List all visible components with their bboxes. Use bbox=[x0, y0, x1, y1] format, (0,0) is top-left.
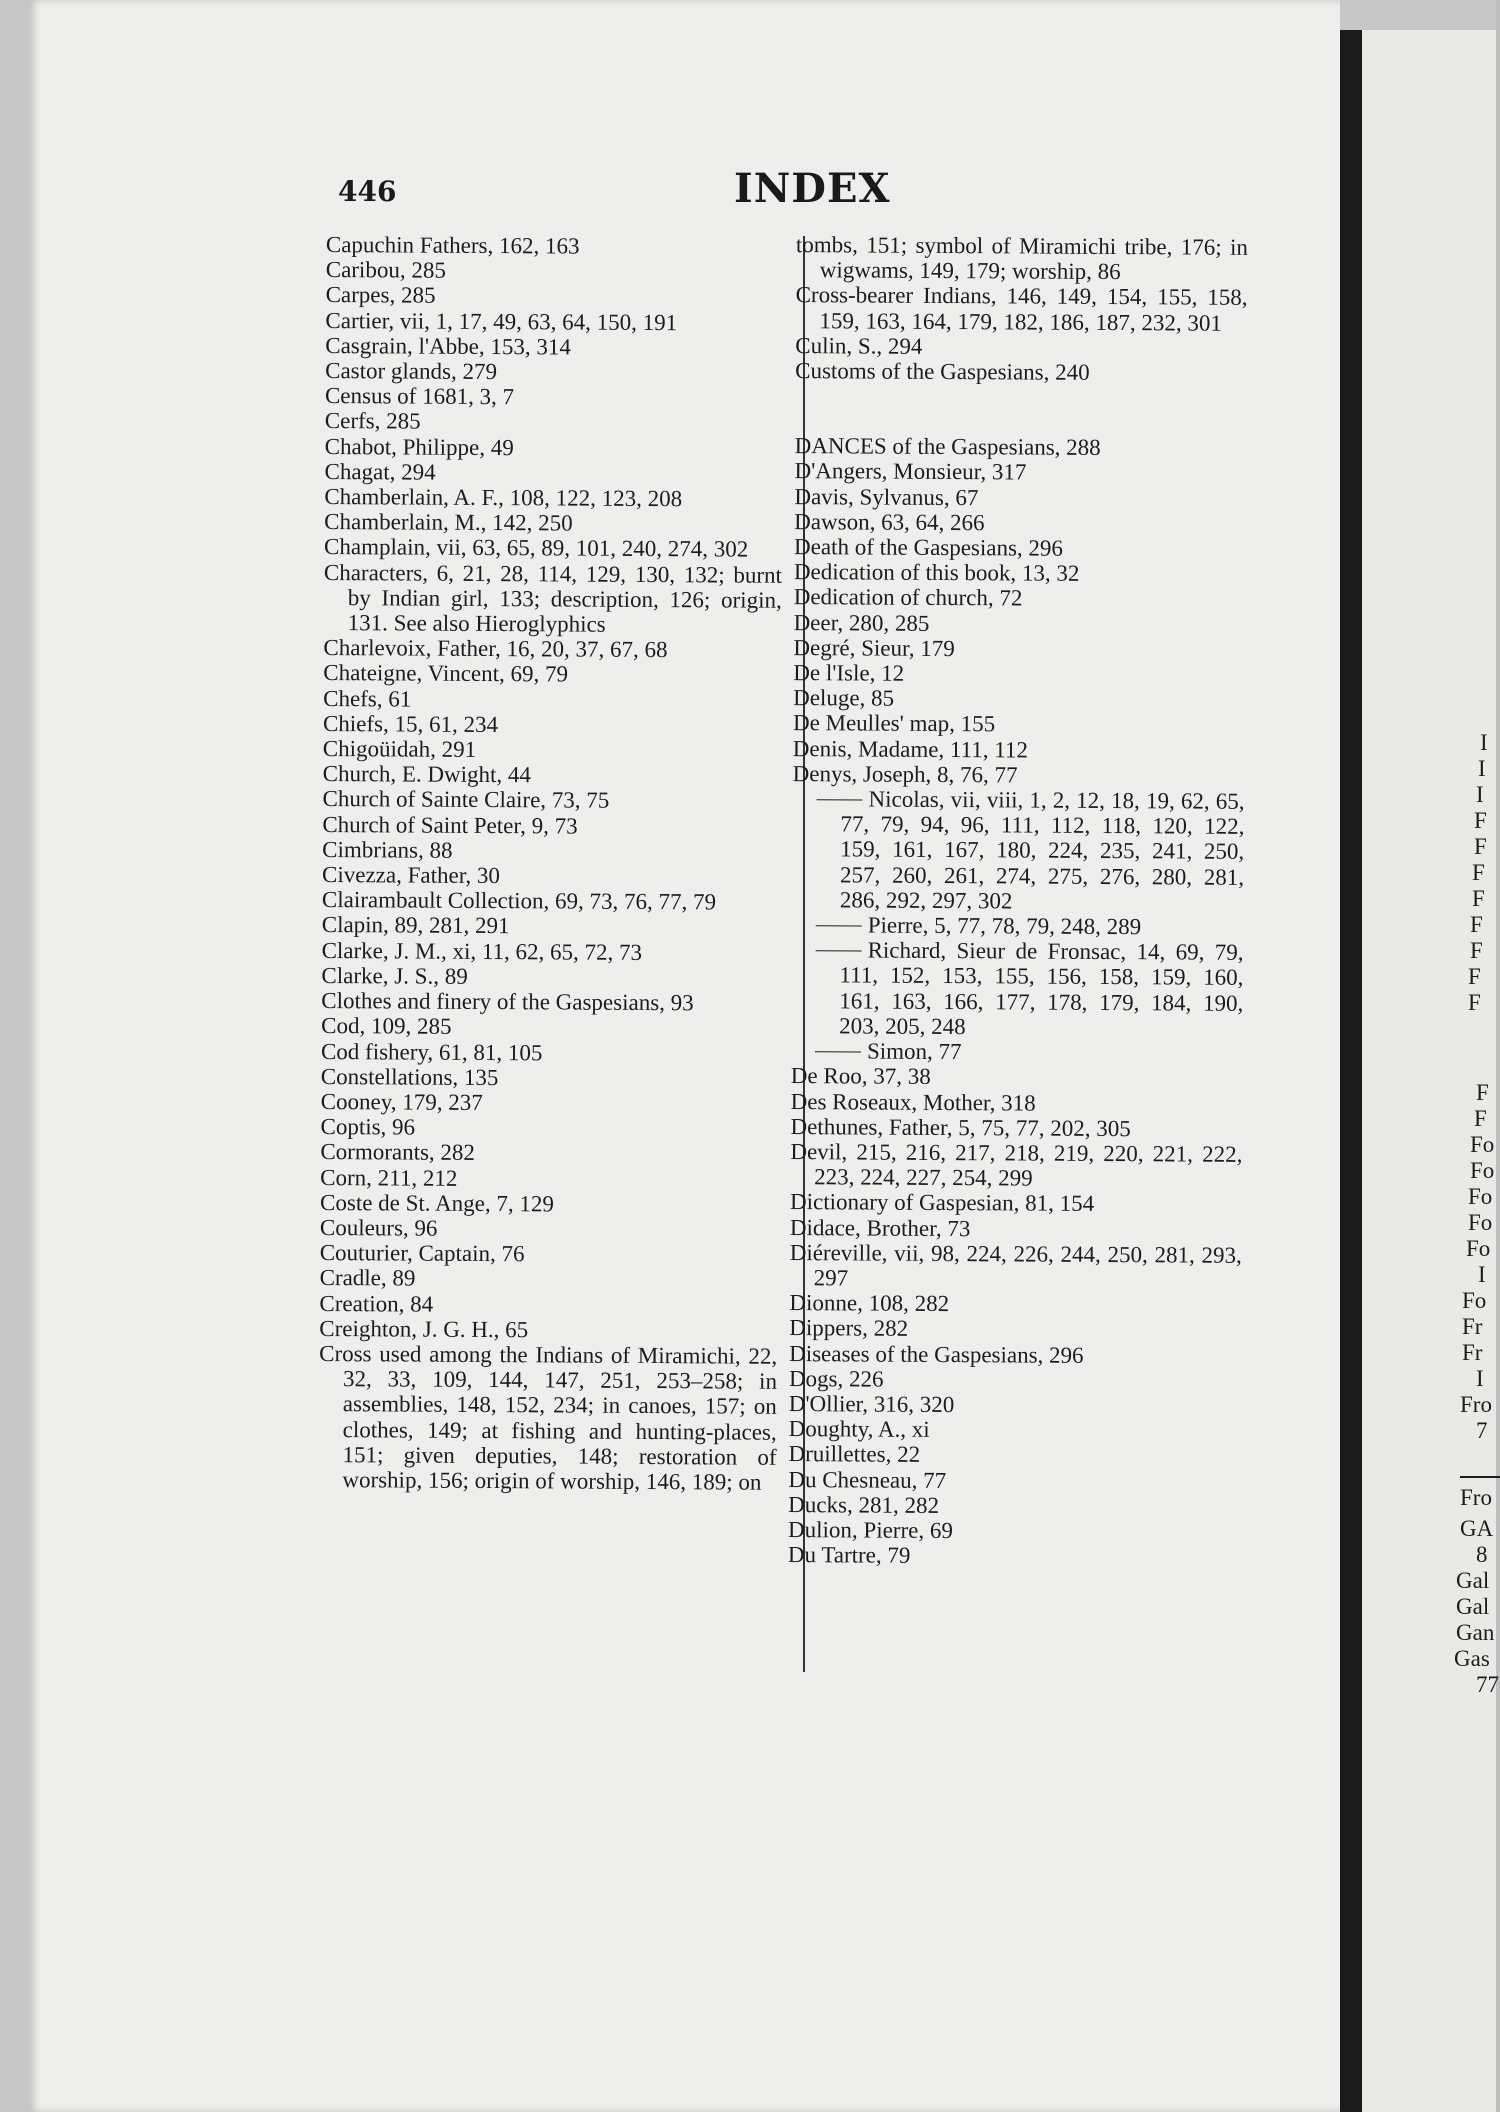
index-entry: Caribou, 285 bbox=[325, 257, 446, 283]
book-gutter bbox=[1340, 30, 1362, 2112]
ditto-dash bbox=[816, 925, 862, 926]
facing-page-fragment bbox=[1362, 30, 1499, 2112]
index-entry: Cradle, 89 bbox=[319, 1265, 416, 1291]
index-entry: Dedication of church, 72 bbox=[793, 584, 1023, 611]
facing-page-text-fragment: I bbox=[1480, 730, 1488, 755]
facing-page-text-fragment: Fr bbox=[1462, 1314, 1483, 1339]
facing-page-text-fragment: Gal bbox=[1456, 1568, 1490, 1593]
index-entry: Chabot, Philippe, 49 bbox=[324, 433, 514, 460]
index-entry: Diseases of the Gaspesians, 296 bbox=[789, 1340, 1084, 1368]
index-entry: Deer, 280, 285 bbox=[793, 609, 930, 636]
index-subentry-text: Nicolas, vii, viii, 1, 2, 12, 18, 19, 62, 65, 77, 79, 94, 96, 111, 112, 118, 120, 122, 159, 161, 167, 180, 224, 235, 241, 250, 257, 260, 261, 274, 275, 276, 280, 281, 286, 292, 297, 302 bbox=[839, 786, 1245, 914]
facing-page-text-fragment: F bbox=[1468, 990, 1481, 1015]
index-entry: Clarke, J. S., 89 bbox=[321, 962, 468, 989]
facing-page-text-fragment: F bbox=[1474, 834, 1487, 859]
index-subentry-text: Simon, 77 bbox=[866, 1038, 962, 1065]
index-entry: Census of 1681, 3, 7 bbox=[324, 383, 515, 410]
facing-page-text-fragment: F bbox=[1470, 912, 1483, 937]
index-entry: Cross used among the Indians of Miramichi, 22, 32, 33, 109, 144, 147, 251, 253–258; in assemblies, 148, 152, 234; in canoes, 157; on clothes, 149; at fishing and hunting-places, 151; given deputies, 148; restoration of worship, 156; origin of worship, 146, 189; on bbox=[319, 1340, 778, 1495]
index-entry: Dictionary of Gaspesian, 81, 154 bbox=[789, 1189, 1095, 1217]
index-entry: Church of Sainte Claire, 73, 75 bbox=[322, 786, 610, 814]
index-entry: Dulion, Pierre, 69 bbox=[787, 1517, 953, 1544]
facing-page-text-fragment: F bbox=[1470, 938, 1483, 963]
facing-page-text-fragment: I bbox=[1476, 1366, 1484, 1391]
index-entry: Cod, 109, 285 bbox=[321, 1013, 452, 1040]
index-subentry-text: Richard, Sieur de Fronsac, 14, 69, 79, 111, 152, 153, 155, 156, 158, 159, 160, 161, 163, 166, 177, 178, 179, 184, 190, 203, 205, 248 bbox=[839, 937, 1244, 1040]
index-entry: Cod fishery, 61, 81, 105 bbox=[320, 1038, 543, 1065]
index-entry: Culin, S., 294 bbox=[795, 332, 923, 359]
index-entry: De Meulles' map, 155 bbox=[792, 710, 996, 737]
index-entry: Church, E. Dwight, 44 bbox=[322, 761, 532, 788]
running-title: INDEX bbox=[734, 165, 891, 212]
index-entry: Cartier, vii, 1, 17, 49, 63, 64, 150, 191 bbox=[325, 307, 678, 335]
facing-page-text-fragment: Gas bbox=[1454, 1646, 1490, 1671]
facing-page-text-fragment: 8 bbox=[1476, 1542, 1488, 1567]
index-entry: Doughty, A., xi bbox=[788, 1416, 930, 1443]
index-entry: Dippers, 282 bbox=[789, 1315, 909, 1342]
index-entry: Diéreville, vii, 98, 224, 226, 244, 250, 281, 293, 297 bbox=[789, 1239, 1242, 1291]
index-entry: Customs of the Gaspesians, 240 bbox=[795, 358, 1090, 385]
index-entry: Devil, 215, 216, 217, 218, 219, 220, 221, 222, 223, 224, 227, 254, 299 bbox=[790, 1138, 1243, 1191]
facing-page-text-fragment: F bbox=[1472, 860, 1485, 885]
facing-page-text-fragment: Fr bbox=[1462, 1340, 1483, 1365]
facing-page-text-fragment: F bbox=[1476, 1080, 1489, 1105]
index-entry: Capuchin Fathers, 162, 163 bbox=[325, 232, 580, 259]
index-entry: Druillettes, 22 bbox=[788, 1441, 921, 1468]
index-entry: Characters, 6, 21, 28, 114, 129, 130, 132; burnt by Indian girl, 133; description, 126; origin, 131. See also Hieroglyphics bbox=[323, 559, 782, 637]
index-entry: Degré, Sieur, 179 bbox=[793, 634, 955, 661]
index-entry: Deluge, 85 bbox=[793, 685, 895, 711]
index-entry: Creation, 84 bbox=[319, 1290, 434, 1317]
index-subentry bbox=[792, 912, 1244, 940]
index-entry: Dedication of this book, 13, 32 bbox=[793, 559, 1080, 587]
index-subentry bbox=[791, 1038, 1243, 1066]
facing-page-text-fragment: GA bbox=[1460, 1516, 1494, 1541]
index-entry: D'Angers, Monsieur, 317 bbox=[794, 458, 1027, 485]
facing-page-text-fragment: F bbox=[1472, 886, 1485, 911]
index-column-right bbox=[776, 232, 1248, 1570]
index-entry: Civezza, Father, 30 bbox=[321, 862, 501, 889]
index-entry: Cooney, 179, 237 bbox=[320, 1088, 483, 1115]
index-entry: Carpes, 285 bbox=[325, 282, 436, 309]
index-entry: Cormorants, 282 bbox=[320, 1139, 476, 1166]
facing-page-text-fragment: I bbox=[1476, 782, 1484, 807]
facing-page-text-fragment: Fro bbox=[1460, 1392, 1492, 1417]
index-entry: Castor glands, 279 bbox=[325, 358, 498, 385]
facing-page-text-fragment: 77 bbox=[1476, 1672, 1499, 1697]
index-subentry-text: Pierre, 5, 77, 78, 79, 248, 289 bbox=[867, 912, 1142, 940]
index-entry: Chiefs, 15, 61, 234 bbox=[322, 710, 499, 737]
facing-page-text-fragment: F bbox=[1474, 808, 1487, 833]
index-entry: Coptis, 96 bbox=[320, 1114, 416, 1140]
index-entry: Chagat, 294 bbox=[324, 458, 436, 485]
index-entry: Couturier, Captain, 76 bbox=[319, 1240, 525, 1267]
index-column-left bbox=[318, 232, 784, 1495]
index-entry: Constellations, 135 bbox=[320, 1063, 499, 1090]
facing-page-text-fragment: Fo bbox=[1470, 1158, 1495, 1183]
facing-page-text-fragment: Fo bbox=[1468, 1210, 1493, 1235]
index-entry: Casgrain, l'Abbe, 153, 314 bbox=[325, 332, 572, 360]
index-entry: Denys, Joseph, 8, 76, 77 bbox=[792, 760, 1018, 788]
facing-page-text-fragment: Fo bbox=[1468, 1184, 1493, 1209]
index-entry: Clothes and finery of the Gaspesians, 93 bbox=[321, 988, 694, 1016]
index-entry: Chateigne, Vincent, 69, 79 bbox=[323, 660, 569, 687]
index-entry: Death of the Gaspesians, 296 bbox=[794, 534, 1064, 561]
index-entry: Champlain, vii, 63, 65, 89, 101, 240, 274, 302 bbox=[323, 534, 749, 563]
index-subentry bbox=[791, 937, 1244, 1041]
facing-page-text-fragment: Fo bbox=[1462, 1288, 1487, 1313]
index-entry: Chigoüidah, 291 bbox=[322, 736, 477, 762]
ditto-dash bbox=[815, 1051, 861, 1052]
facing-page-rule bbox=[1460, 1476, 1500, 1478]
facing-page-text-fragment: 7 bbox=[1476, 1418, 1488, 1443]
index-entry: Dionne, 108, 282 bbox=[789, 1290, 950, 1317]
facing-page-text-fragment: I bbox=[1478, 756, 1486, 781]
facing-page-text-fragment: Gal bbox=[1456, 1594, 1490, 1619]
index-entry: Dethunes, Father, 5, 75, 77, 202, 305 bbox=[790, 1113, 1131, 1141]
index-entry: Cimbrians, 88 bbox=[322, 836, 453, 863]
index-entry: De Roo, 37, 38 bbox=[790, 1063, 931, 1090]
index-entry: Charlevoix, Father, 16, 20, 37, 67, 68 bbox=[323, 635, 668, 663]
index-entry: tombs, 151; symbol of Miramichi tribe, 176; in wigwams, 149, 179; worship, 86 bbox=[795, 232, 1248, 285]
index-entry: D'Ollier, 316, 320 bbox=[788, 1390, 955, 1417]
index-entry: Des Roseaux, Mother, 318 bbox=[790, 1088, 1036, 1116]
page-header bbox=[28, 165, 1340, 215]
index-entry: Chamberlain, A. F., 108, 122, 123, 208 bbox=[324, 484, 683, 512]
index-entry: DANCES of the Gaspesians, 288 bbox=[794, 433, 1101, 461]
facing-page-text-fragment: Gan bbox=[1456, 1620, 1495, 1645]
index-entry: Denis, Madame, 111, 112 bbox=[792, 735, 1028, 763]
index-entry: Du Tartre, 79 bbox=[787, 1542, 911, 1568]
index-entry: Creighton, J. G. H., 65 bbox=[319, 1315, 529, 1342]
index-entry: Clarke, J. M., xi, 11, 62, 65, 72, 73 bbox=[321, 937, 643, 965]
index-entry: Clapin, 89, 281, 291 bbox=[321, 912, 510, 939]
index-entry: Clairambault Collection, 69, 73, 76, 77, 79 bbox=[321, 887, 717, 915]
index-entry: Ducks, 281, 282 bbox=[788, 1491, 940, 1518]
index-entry: Davis, Sylvanus, 67 bbox=[794, 483, 979, 510]
facing-page-text-fragment: Fo bbox=[1466, 1236, 1491, 1261]
index-entry: Chefs, 61 bbox=[323, 685, 412, 712]
index-entry: Chamberlain, M., 142, 250 bbox=[324, 509, 573, 536]
index-entry: Church of Saint Peter, 9, 73 bbox=[322, 811, 578, 839]
facing-page-text-fragment: F bbox=[1474, 1106, 1487, 1131]
index-entry: Cerfs, 285 bbox=[324, 408, 421, 435]
letter-section-gap bbox=[795, 383, 1247, 436]
facing-page-text-fragment: Fro bbox=[1460, 1485, 1492, 1510]
book-page bbox=[28, 0, 1340, 2112]
page-number: 446 bbox=[338, 175, 397, 208]
index-entry: Dawson, 63, 64, 266 bbox=[794, 508, 985, 536]
index-entry: De l'Isle, 12 bbox=[793, 660, 905, 686]
index-entry: Couleurs, 96 bbox=[319, 1214, 438, 1241]
index-entry: Didace, Brother, 73 bbox=[789, 1214, 971, 1241]
index-entry: Cross-bearer Indians, 146, 149, 154, 155, 158, 159, 163, 164, 179, 182, 186, 187, 232, 301 bbox=[795, 282, 1248, 336]
index-entry: Du Chesneau, 77 bbox=[788, 1466, 947, 1493]
ditto-dash bbox=[816, 950, 862, 951]
facing-page-text-fragment: F bbox=[1468, 964, 1481, 989]
facing-page-text-fragment: Fo bbox=[1470, 1132, 1495, 1157]
index-entry: Dogs, 226 bbox=[788, 1365, 884, 1392]
ditto-dash bbox=[817, 799, 863, 800]
index-entry: Coste de St. Ange, 7, 129 bbox=[319, 1189, 554, 1217]
index-entry: Corn, 211, 212 bbox=[320, 1164, 458, 1191]
facing-page-text-fragment: I bbox=[1478, 1262, 1486, 1287]
index-subentry bbox=[792, 786, 1245, 915]
